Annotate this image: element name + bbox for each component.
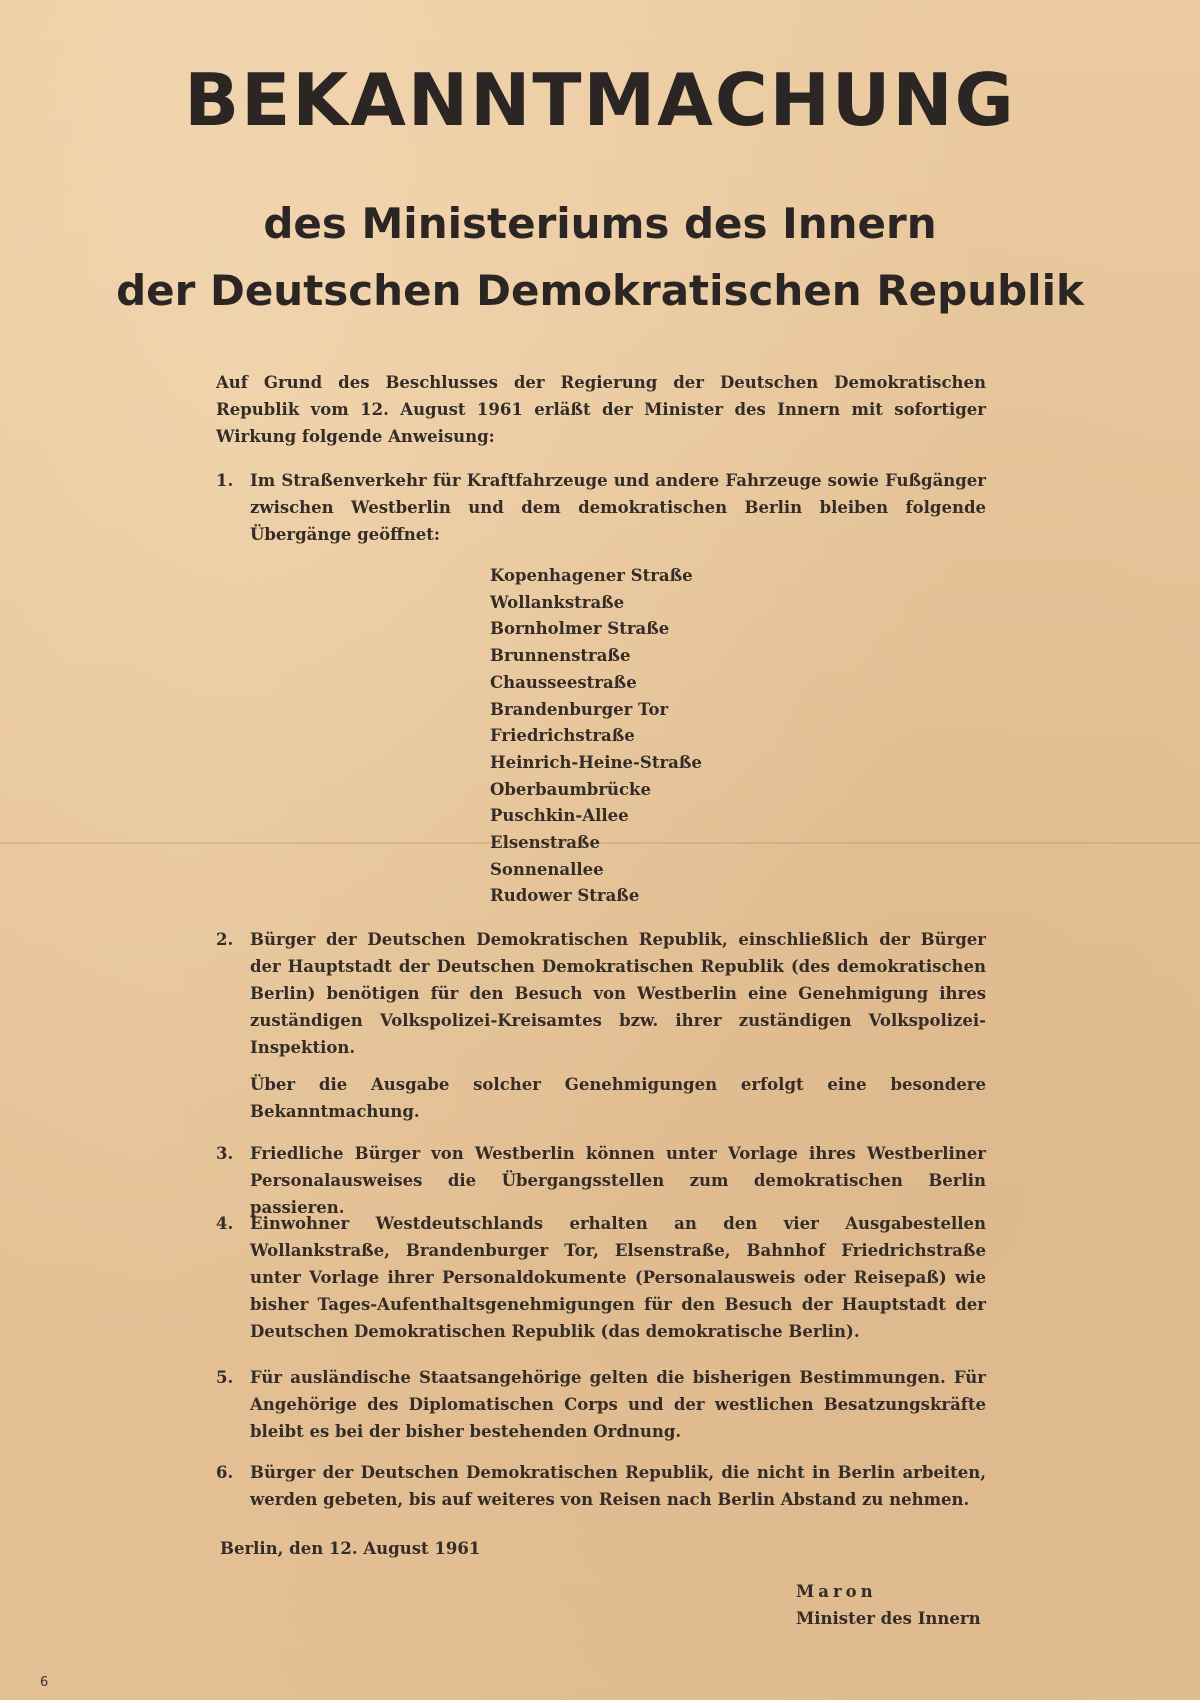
document-subtitle-ministry: des Ministeriums des Innern [263, 199, 937, 248]
item-5 [216, 1364, 986, 1445]
signer-name: Maron [796, 1582, 877, 1601]
item-1 [216, 467, 986, 548]
item-text [250, 1364, 986, 1445]
item-number: 2. [216, 930, 234, 949]
item-text [250, 926, 986, 1125]
page-number: 6 [40, 1675, 49, 1690]
item-2 [216, 926, 986, 1125]
crossing-item: Wollankstraße [490, 592, 625, 612]
signature-block [796, 1578, 981, 1632]
crossing-item: Rudower Straße [490, 886, 640, 906]
crossing-item: Oberbaumbrücke [490, 779, 651, 799]
crossing-item: Heinrich-Heine-Straße [490, 752, 702, 772]
item-number: 5. [216, 1368, 234, 1387]
crossing-item: Bornholmer Straße [490, 619, 670, 639]
item-paragraph: Über die Ausgabe solcher Genehmigungen erfolgt eine besondere Bekanntmachung. [250, 1075, 986, 1121]
crossing-item: Brunnenstraße [490, 646, 631, 666]
item-paragraph: Friedliche Bürger von Westberlin können unter Vorlage ihres Westberliner Personalausweises die Übergangsstellen zum demokratischen Berlin passieren. [250, 1144, 986, 1217]
item-6 [216, 1459, 986, 1513]
crossing-item: Brandenburger Tor [490, 699, 669, 719]
crossing-item: Elsenstraße [490, 833, 600, 853]
document-title: BEKANNTMACHUNG [184, 58, 1016, 142]
item-paragraph: Bürger der Deutschen Demokratischen Republik, die nicht in Berlin arbeiten, werden gebeten, bis auf weiteres von Reisen nach Berlin Abstand zu nehmen. [250, 1463, 986, 1509]
item-text [250, 1140, 986, 1221]
crossing-item: Puschkin-Allee [490, 806, 629, 826]
item-number: 6. [216, 1463, 234, 1482]
crossing-item: Chausseestraße [490, 672, 637, 692]
item-paragraph: Im Straßenverkehr für Kraftfahrzeuge und andere Fahrzeuge sowie Fußgänger zwischen Westberlin und dem demokratischen Berlin bleiben folgende Übergänge geöffnet: [250, 471, 986, 544]
date-line: Berlin, den 12. August 1961 [220, 1539, 481, 1558]
crossings-list [490, 563, 702, 910]
item-text [250, 1210, 986, 1345]
item-number: 1. [216, 471, 234, 490]
intro-paragraph: Auf Grund des Beschlusses der Regierung der Deutschen Demokratischen Republik vom 12. August 1961 erläßt der Minister des Innern mit sofortiger Wirkung folgende Anweisung: [216, 373, 986, 446]
item-number: 4. [216, 1214, 234, 1233]
document-subtitle-republic: der Deutschen Demokratischen Republik [116, 266, 1084, 315]
signer-title: Minister des Innern [796, 1609, 981, 1628]
item-4 [216, 1210, 986, 1345]
item-3 [216, 1140, 986, 1221]
item-paragraph: Für ausländische Staatsangehörige gelten die bisherigen Bestimmungen. Für Angehörige des Diplomatischen Corps und der westlichen Besatzungskräfte bleibt es bei der bisher bestehenden Ordnung. [250, 1368, 986, 1441]
item-number: 3. [216, 1144, 234, 1163]
item-text [250, 467, 986, 548]
crossing-item: Kopenhagener Straße [490, 566, 693, 585]
crossing-item: Friedrichstraße [490, 726, 635, 746]
item-paragraph: Bürger der Deutschen Demokratischen Republik, einschließlich der Bürger der Hauptstadt der Deutschen Demokratischen Republik (des demokratischen Berlin) benötigen für den Besuch von Westberlin eine Genehmigung ihres zuständigen Volkspolizei-Kreisamtes bzw. ihrer zuständigen Volkspolizei-Inspektion. [250, 930, 986, 1057]
item-paragraph: Einwohner Westdeutschlands erhalten an den vier Ausgabestellen Wollankstraße, Brandenburger Tor, Elsenstraße, Bahnhof Friedrichstraße unter Vorlage ihrer Personaldokumente (Personalausweis oder Reisepaß) wie bisher Tages-Aufenthaltsgenehmigungen für den Besuch der Hauptstadt der Deutschen Demokratischen Republik (das demokratische Berlin). [250, 1214, 986, 1341]
crossing-item: Sonnenallee [490, 859, 604, 879]
item-text [250, 1459, 986, 1513]
